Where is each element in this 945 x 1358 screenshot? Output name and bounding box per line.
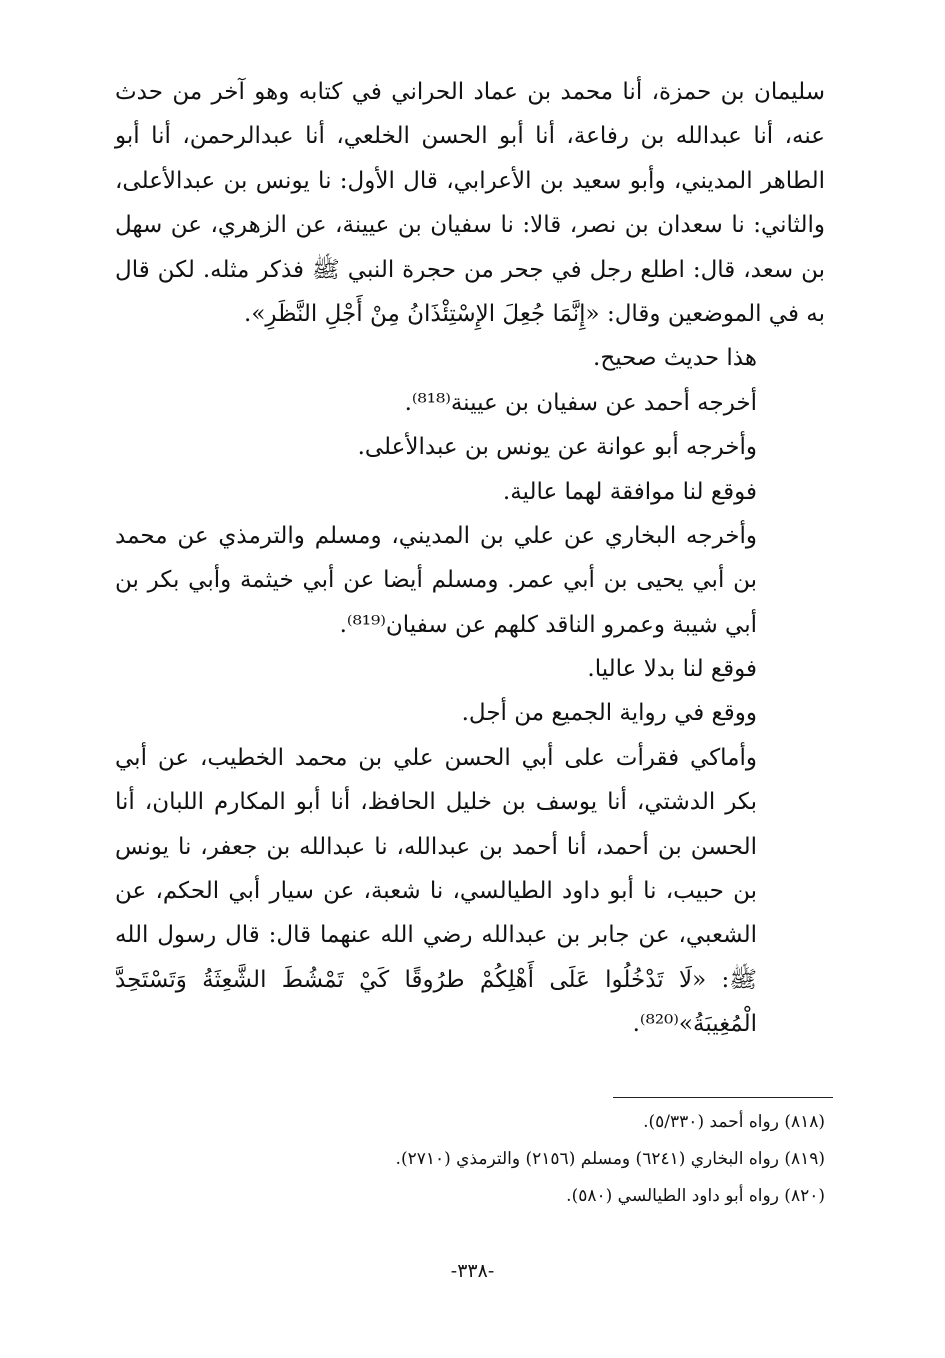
footnotes xyxy=(115,1104,825,1215)
paragraph: فوقع لنا بدلا عاليا. xyxy=(587,656,757,683)
paragraph: ووقع في رواية الجميع من أجل. xyxy=(461,700,757,727)
footnote: (٨٢٠) رواه أبو داود الطيالسي (٥٨٠). xyxy=(566,1186,825,1206)
paragraph: وأخرجه أبو عوانة عن يونس بن عبدالأعلى. xyxy=(357,434,757,461)
footnote: (٨١٩) رواه البخاري (٦٢٤١) ومسلم (٢١٥٦) والترمذي (٢٧١٠). xyxy=(395,1149,825,1169)
paragraph: فوقع لنا موافقة لهما عالية. xyxy=(502,478,757,505)
paragraph: أخرجه أحمد عن سفيان بن عيينة⁽⁸¹⁸⁾. xyxy=(404,389,757,416)
footnote: (٨١٨) رواه أحمد (٥/٣٣٠). xyxy=(643,1112,825,1132)
paragraph: وأماكي فقرأت على أبي الحسن علي بن محمد الخطيب، عن أبي بكر الدشتي، أنا يوسف بن خليل الحافظ، أنا أبو المكارم اللبان، أنا الحسن بن أحمد، أنا أحمد بن عبدالله، نا عبدالله بن جعفر، نا يونس بن حبيب، نا أبو داود الطيالسي، نا شعبة، عن سيار أبي الحكم، عن الشعبي، عن جابر بن عبدالله رضي الله عنهما قال: قال رسول الله ﷺ: «لَا تَدْخُلُوا عَلَى أَهْلِكُمْ طرُوقًا كَيْ تَمْشُطَ الشَّعِثَةُ وَتَسْتَحِدَّ الْمُغِيبَةُ»⁽⁸²⁰⁾. xyxy=(115,744,757,1038)
footnote-divider xyxy=(613,1097,833,1098)
paragraph: سليمان بن حمزة، أنا محمد بن عماد الحراني في كتابه وهو آخر من حدث عنه، أنا عبدالله بن رفاعة، أنا أبو الحسن الخلعي، أنا عبدالرحمن، أنا أبو الطاهر المديني، وأبو سعيد بن الأعرابي، قال الأول: نا يونس بن عبدالأعلى، والثاني: نا سعدان بن نصر، قالا: نا سفيان بن عيينة، عن الزهري، عن سهل بن سعد، قال: اطلع رجل في جحر من حجرة النبي ﷺ فذكر مثله. لكن قال به في الموضعين وقال: «إِنَّمَا جُعِلَ الإِسْتِئْذَانُ مِنْ أَجْلِ النَّظَرِ». xyxy=(115,79,825,327)
main-text xyxy=(115,70,825,1047)
page-number: -٣٣٨- xyxy=(450,1260,495,1282)
paragraph: وأخرجه البخاري عن علي بن المديني، ومسلم والترمذي عن محمد بن أبي يحيى بن أبي عمر. ومسلم أيضا عن أبي خيثمة وأبي بكر بن أبي شيبة وعمرو الناقد كلهم عن سفيان⁽⁸¹⁹⁾. xyxy=(115,522,757,638)
paragraph: هذا حديث صحيح. xyxy=(593,345,757,372)
